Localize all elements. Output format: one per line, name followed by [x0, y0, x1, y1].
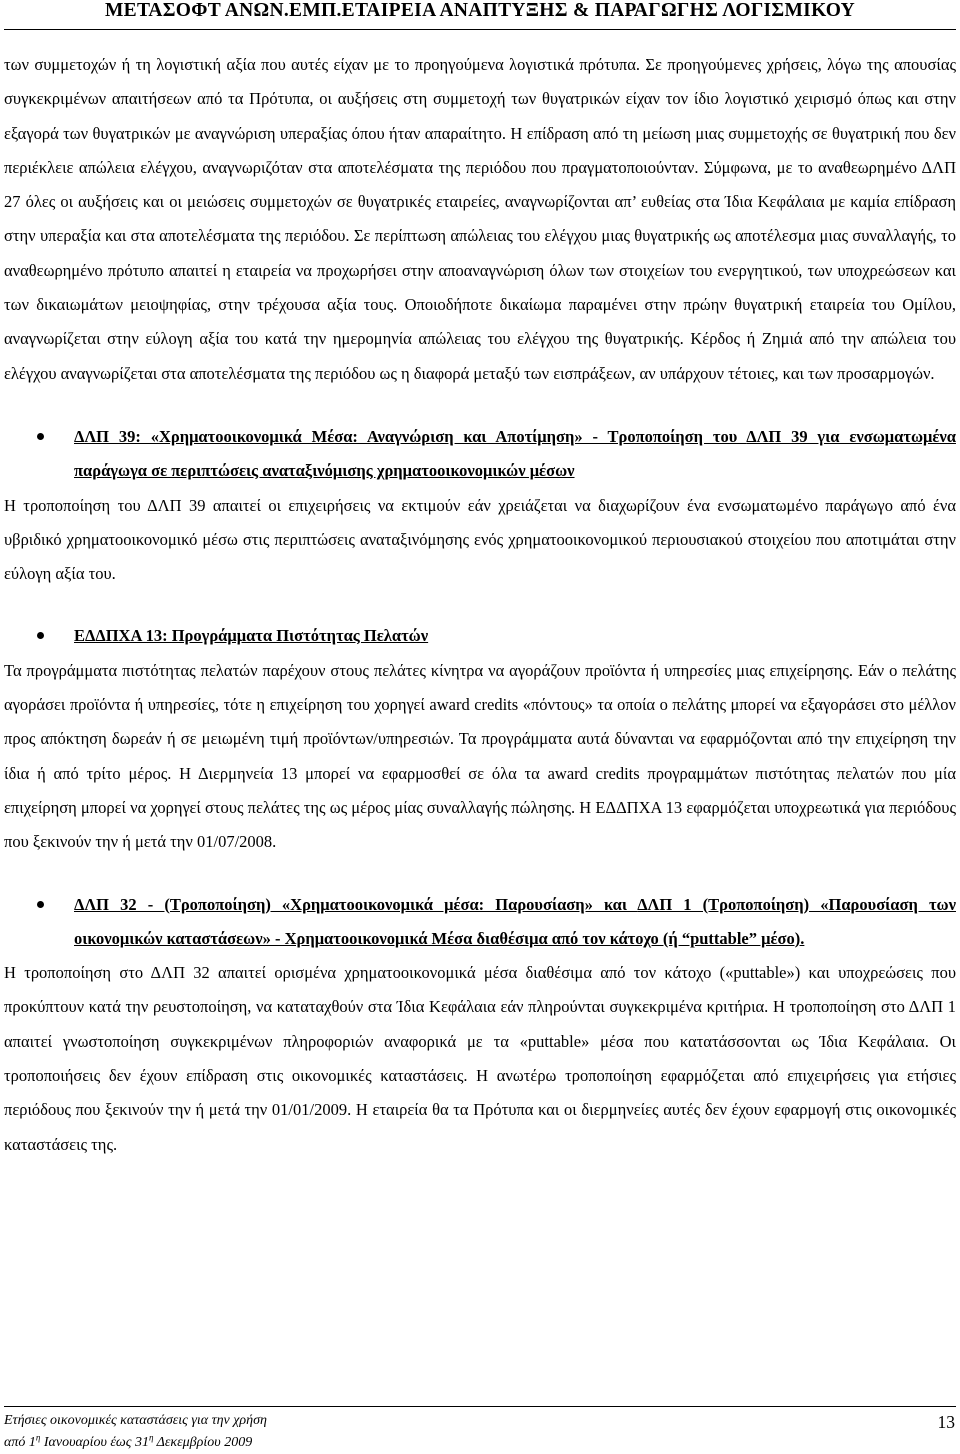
footer-line-2	[4, 1432, 267, 1454]
ifric13-heading-text: ΕΔΔΠΧΑ 13: Προγράμματα Πιστότητας Πελατών	[74, 626, 429, 646]
section-ias32-heading	[4, 888, 956, 957]
ias39-heading-part2: ΔΛΠ 39 για ενσωματωμένα παράγωγα σε περιπτώσεις αναταξινόμισης χρηματοοικονομικών μέσων	[74, 426, 956, 481]
footer-caption	[4, 1410, 267, 1454]
section-ias39-heading	[4, 420, 956, 489]
footer-divider	[4, 1406, 956, 1407]
ias32-paragraph: Η τροποποίηση στο ΔΛΠ 32 απαιτεί ορισμένα χρηματοοικονομικά μέσα διαθέσιμα από τον κάτοχο («puttable») και υποχρεώσεις που προκύπτουν κατά την ρευστοποίηση, να καταταχθούν στα Ίδια Κεφάλαια εάν πληρούνται συγκεκριμένα κριτήρια. Η τροποποίηση στο ΔΛΠ 1 απαιτεί γνωστοποίηση συγκεκριμένων πληροφοριών αναφορικά με τα «puttable» μέσα που κατατάσσονται ως Ίδια Κεφάλαια. Οι τροποποιήσεις δεν έχουν επίδραση στις οικονομικές καταστάσεις. Η ανωτέρω τροποποίηση εφαρμόζεται από επιχειρήσεις για ετήσιες περιόδους που ξεκινούν την ή μετά την 01/01/2009. Η εταιρεία θα τα Πρότυπα και οι διερμηνείες αυτές δεν έχουν εφαρμογή στις οικονομικές καταστάσεις της.	[4, 963, 956, 1154]
ifric13-paragraph: Τα προγράμματα πιστότητας πελατών παρέχουν στους πελάτες κίνητρα να αγοράζουν προϊόντα ή υπηρεσίες μιας επιχείρησης. Εάν ο πελάτης αγοράσει προϊόντα ή υπηρεσίες, τότε η επιχείρηση του χορηγεί award credits «πόντους» τα οποία ο πελάτης μπορεί να εξαγοράσει στο μέλλον προς απόκτηση δωρεάν ή σε μειωμένη τιμή προϊόντων/υπηρεσιών. Τα προγράμματα αυτά δύνανται να εφαρμόζονται από την επιχείρηση την ίδια ή από τρίτο μέρος. Η Διερμηνεία 13 μπορεί να εφαρμοσθεί σε όλα τα award credits προγραμμάτων πιστότητας πελατών που μία επιχείρηση μπορεί να χορηγεί στους πελάτες της ως μέρος μίας συναλλαγής πώλησης. Η ΕΔΔΠΧΑ 13 εφαρμόζεται υποχρεωτικά για περιόδους που ξεκινούν την ή μετά την 01/07/2008.	[4, 660, 956, 852]
ias32-heading-part1: ΔΛΠ 32 - (Τροποποίηση) «Χρηματοοικονομικά μέσα: Παρουσίαση» και	[74, 894, 638, 914]
bullet-icon	[37, 901, 44, 908]
company-title: ΜΕΤΑΣΟΦΤ ΑΝΩΝ.ΕΜΠ.ΕΤΑΙΡΕΙΑ ΑΝΑΠΤΥΞΗΣ & ΠΑΡΑΓΩΓΗΣ ΛΟΓΙΣΜΙΚΟΥ	[104, 0, 856, 21]
section-ifric13-heading	[4, 619, 956, 653]
page-number: 13	[937, 1412, 955, 1432]
footer-line-2-b: Ιανουαρίου έως 31	[40, 1435, 149, 1450]
ias39-heading-part1: ΔΛΠ 39: «Χρηματοοικονομικά Μέσα: Αναγνώριση και Αποτίμηση» - Τροποποίηση του	[74, 426, 747, 446]
footer-sup-1: η	[35, 1432, 41, 1443]
document-body	[4, 48, 956, 1162]
ias32-heading-part2: ΔΛΠ 1 (Τροποποίηση) «Παρουσίαση των οικονομικών καταστάσεων» - Χρηματοοικονομικά Μέσα διαθέσιμα από τον κάτοχο (ή “puttable” μέσο).	[74, 894, 956, 948]
footer-line-2-a: από 1	[4, 1435, 36, 1450]
page-header	[0, 0, 960, 22]
footer-line-1: Ετήσιες οικονομικές καταστάσεις για την χρήση	[4, 1413, 267, 1428]
ias39-paragraph: Η τροποποίηση του ΔΛΠ 39 απαιτεί οι επιχειρήσεις να εκτιμούν εάν χρειάζεται να διαχωρίζουν ένα ενσωματωμένο παράγωγο από ένα υβριδικό χρηματοοικονομικό μέσω στις περιπτώσεις αναταξινόμησης ενός χρηματοοικονομικού περιουσιακού στοιχείου που αποτιμάται στην εύλογη αξία του.	[4, 495, 956, 584]
footer-sup-2: η	[148, 1432, 154, 1443]
bullet-icon	[37, 433, 44, 440]
header-divider	[4, 29, 956, 30]
footer-line-2-c: Δεκεμβρίου 2009	[153, 1435, 253, 1450]
bullet-icon	[37, 632, 44, 639]
paragraph-consolidation: των συμμετοχών ή τη λογιστική αξία που αυτές είχαν με το προηγούμενα λογιστικά πρότυπα. Σε προηγούμενες χρήσεις, λόγω της απουσίας συγκεκριμένων απαιτήσεων από τα Πρότυπα, οι αυξήσεις στη συμμετοχή των θυγατρικών είχαν τον ίδιο λογιστικό χειρισμό όπως και στην εξαγορά των θυγατρικών με αναγνώριση υπεραξίας όπου ήταν απαραίτητο. Η επίδραση από τη μείωση μιας συμμετοχής σε θυγατρική που δεν περιέκλειε απώλεια ελέγχου, αναγνωριζόταν στα αποτελέσματα της περιόδου που πραγματοποιούνταν. Σύμφωνα, με το αναθεωρημένο ΔΛΠ 27 όλες οι αυξήσεις και οι μειώσεις συμμετοχών σε θυγατρικές εταιρείες, αναγνωρίζονται απ’ ευθείας στα Ίδια Κεφάλαια με καμία επίδραση στην υπεραξία και στα αποτελέσματα της περιόδου. Σε περίπτωση απώλειας του ελέγχου μιας θυγατρικής ως αποτέλεσμα μιας συναλλαγής, το αναθεωρημένο πρότυπο απαιτεί η εταιρεία να προχωρήσει στην αποαναγνώριση όλων των στοιχείων του ενεργητικού, των υποχρεώσεων και των δικαιωμάτων μειοψηφίας, στην τρέχουσα αξία τους. Οποιοδήποτε δικαίωμα παραμένει στην πρώην θυγατρική εταιρεία του Ομίλου, αναγνωρίζεται στην εύλογη αξία του κατά την ημερομηνία απώλειας του ελέγχου της θυγατρικής. Κέρδος ή Ζημιά από την απώλεια του ελέγχου αναγνωρίζεται στα αποτελέσματα της περιόδου ως η διαφορά μεταξύ των εισπράξεων, αν υπάρχουν τέτοιες, και των προσαρμογών.	[4, 55, 956, 383]
